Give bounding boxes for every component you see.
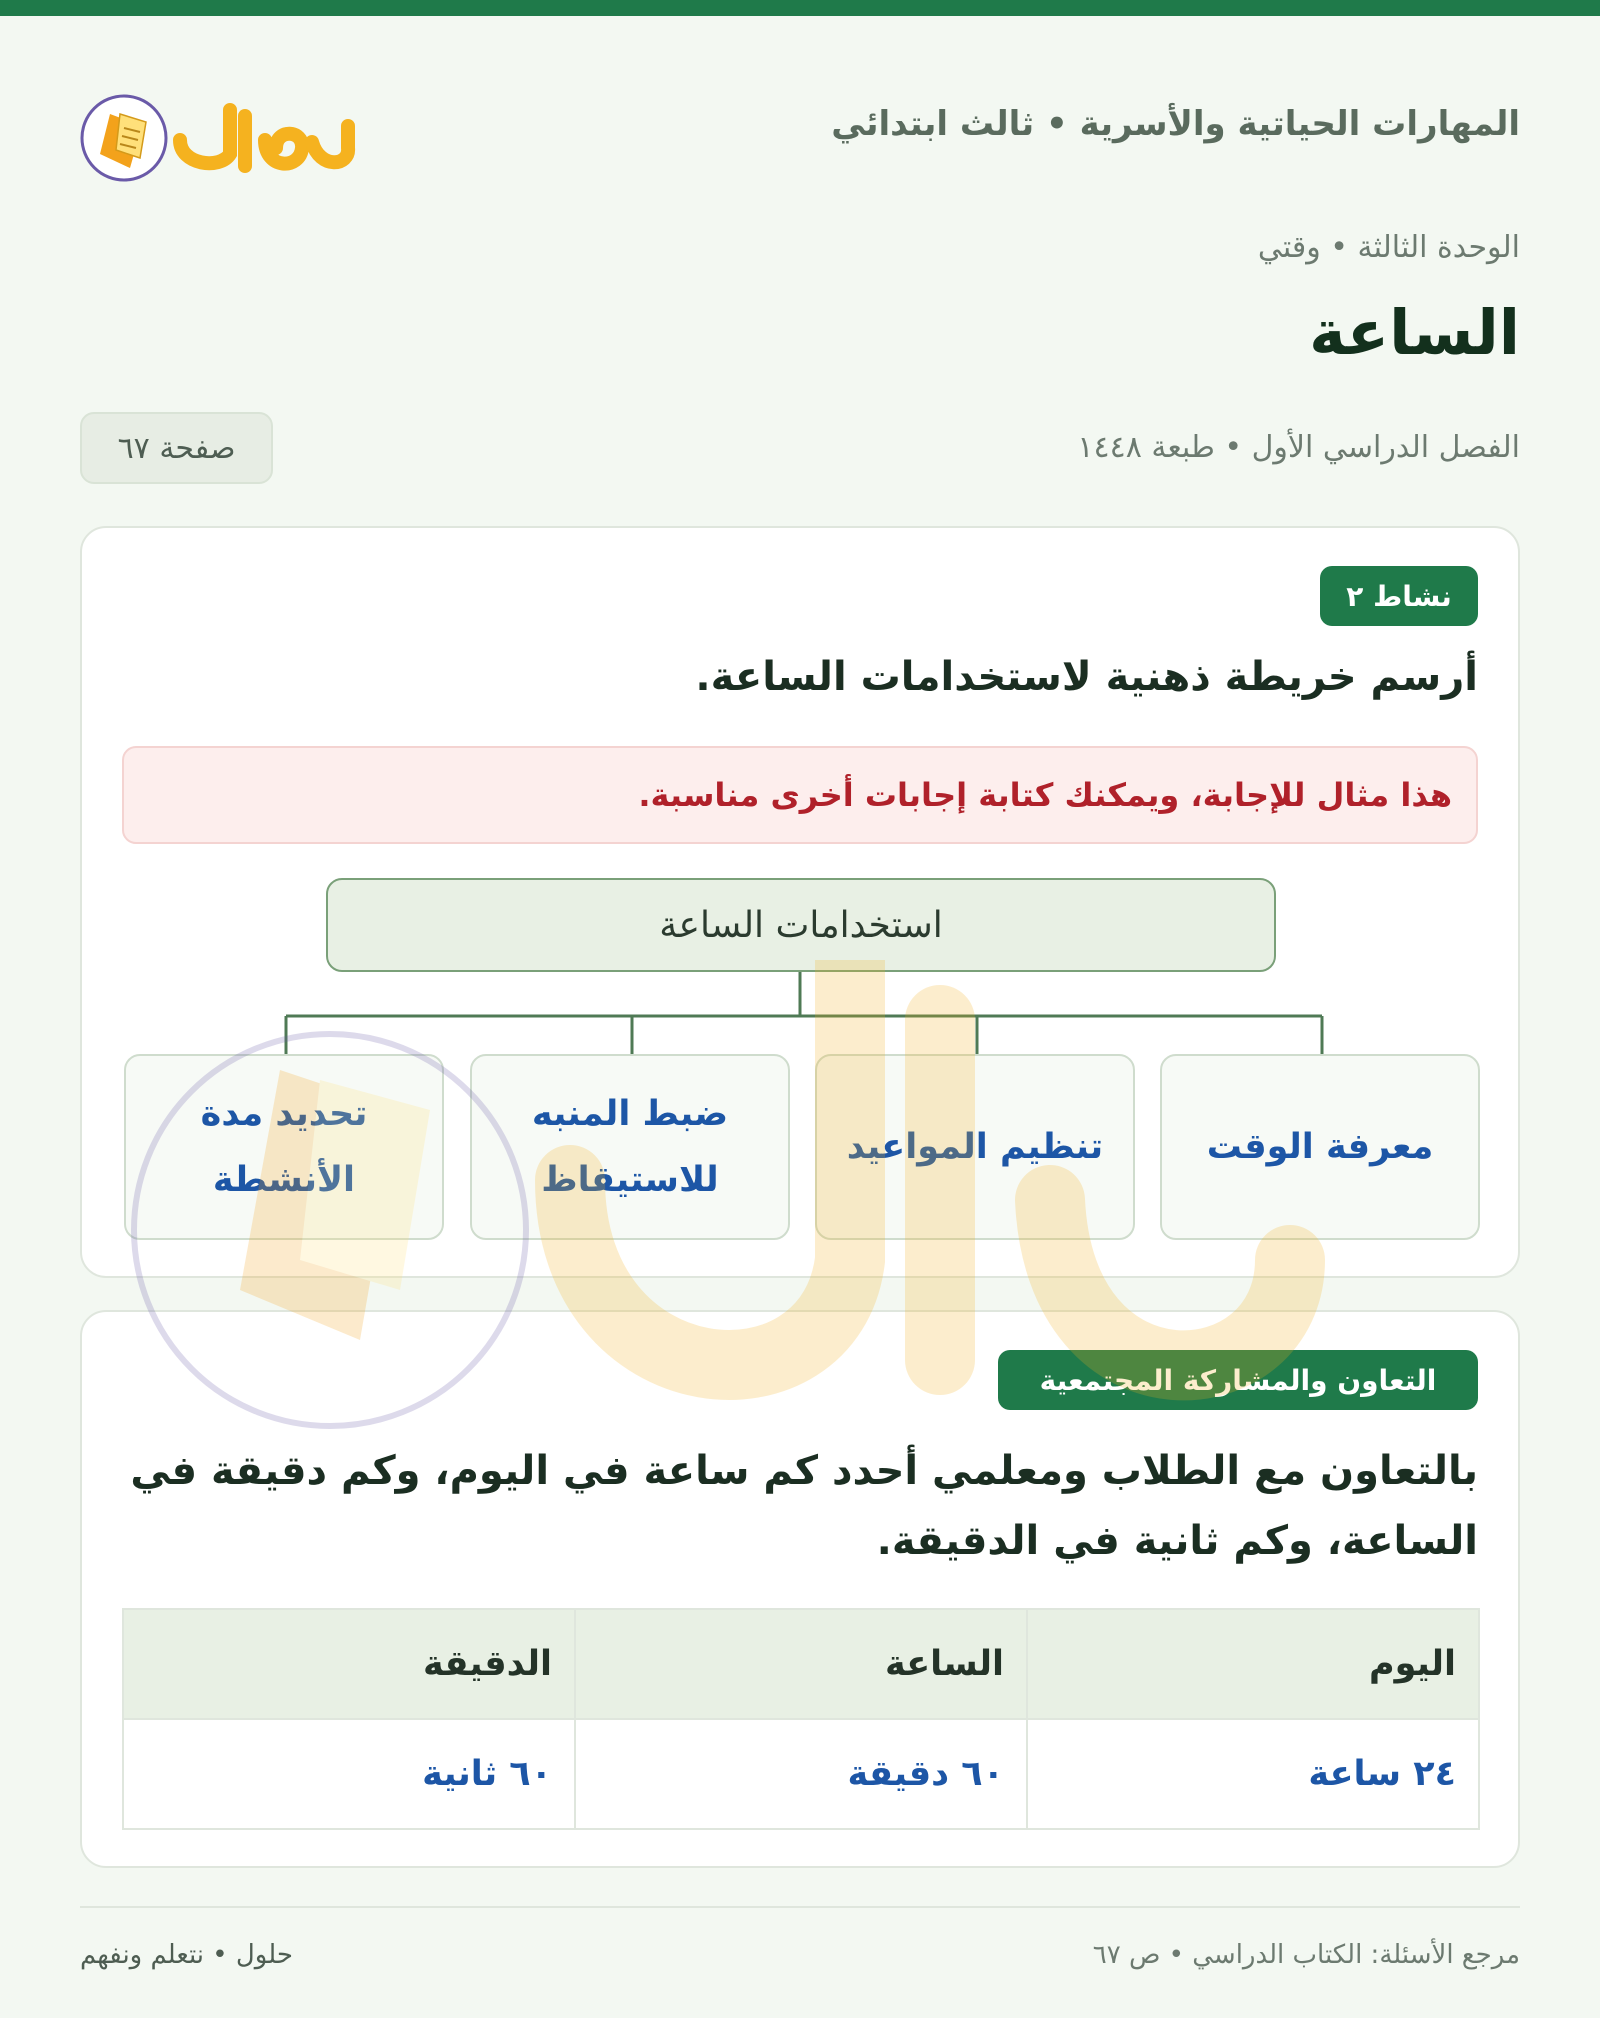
mind-map-branch: تحديد مدة الأنشطة xyxy=(124,1054,444,1240)
note-text: هذا مثال للإجابة، ويمكنك كتابة إجابات أخرى مناسبة. xyxy=(638,776,1452,814)
activity-card xyxy=(80,526,1520,1278)
footer-brand: حلول • نتعلم ونفهم xyxy=(80,1940,293,1970)
hulul-logo xyxy=(80,70,360,190)
unit-label: الوحدة الثالثة • وقتي xyxy=(1257,230,1520,265)
hulul-logo-icon xyxy=(80,70,360,190)
table-cell: ٦٠ ثانية xyxy=(123,1719,575,1829)
mind-map-center: استخدامات الساعة xyxy=(326,878,1276,972)
semester-label: الفصل الدراسي الأول • طبعة ١٤٤٨ xyxy=(1077,430,1520,465)
footer-reference: مرجع الأسئلة: الكتاب الدراسي • ص ٦٧ xyxy=(1092,1940,1520,1970)
subject-title: المهارات الحياتية والأسرية • ثالث ابتدائي xyxy=(831,104,1520,144)
lesson-title: الساعة xyxy=(1309,296,1520,369)
footer-divider xyxy=(80,1906,1520,1908)
table-header-cell: الدقيقة xyxy=(123,1609,575,1719)
cooperation-tag: التعاون والمشاركة المجتمعية xyxy=(998,1350,1478,1410)
activity-question: أرسم خريطة ذهنية لاستخدامات الساعة. xyxy=(695,654,1478,700)
mind-map-branch: تنظيم المواعيد xyxy=(815,1054,1135,1240)
mind-map-branch: معرفة الوقت xyxy=(1160,1054,1480,1240)
cooperation-card xyxy=(80,1310,1520,1868)
table-cell: ٦٠ دقيقة xyxy=(575,1719,1027,1829)
page-header xyxy=(80,64,1520,184)
table-header-row xyxy=(123,1609,1479,1719)
cooperation-question: بالتعاون مع الطلاب ومعلمي أحدد كم ساعة في اليوم، وكم دقيقة في الساعة، وكم ثانية في الدقيقة. xyxy=(130,1448,1478,1564)
page-number-badge: صفحة ٦٧ xyxy=(80,412,273,484)
table-cell: ٢٤ ساعة xyxy=(1027,1719,1479,1829)
top-accent-bar xyxy=(0,0,1600,16)
table-header-cell: الساعة xyxy=(575,1609,1027,1719)
activity-tag: نشاط ٢ xyxy=(1320,566,1478,626)
table-header-cell: اليوم xyxy=(1027,1609,1479,1719)
time-facts-table xyxy=(122,1608,1480,1830)
table-row xyxy=(123,1719,1479,1829)
mind-map-branch: ضبط المنبه للاستيقاظ xyxy=(470,1054,790,1240)
example-answer-note xyxy=(122,746,1478,844)
